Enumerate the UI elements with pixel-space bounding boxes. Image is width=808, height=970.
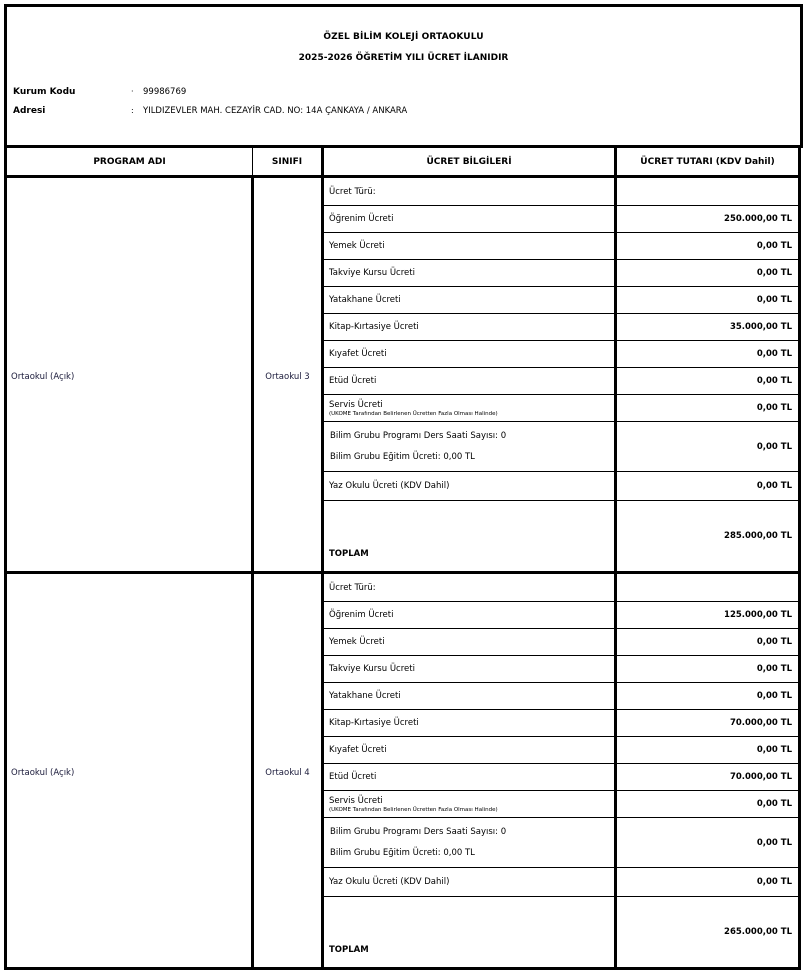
total-label: TOPLAM — [323, 501, 616, 573]
separator: · — [131, 87, 134, 96]
fee-amount: 0,00 TL — [616, 472, 800, 501]
fee-label: Kıyafet Ücreti — [323, 341, 616, 368]
address-value: YILDIZEVLER MAH. CEZAYİR CAD. NO: 14A ÇANKAYA / ANKARA — [143, 106, 408, 116]
servis-note: (UKOME Tarafından Belirlenen Ücretten Fazla Olması Halinde) — [329, 410, 498, 417]
fee-label: Kitap-Kırtasiye Ücreti — [323, 314, 616, 341]
fee-amount: 0,00 TL — [616, 737, 800, 764]
fee-label — [323, 422, 616, 472]
fee-label — [323, 791, 616, 818]
fee-label: Takviye Kursu Ücreti — [323, 656, 616, 683]
total-amount: 285.000,00 TL — [616, 501, 800, 573]
bilim-hours: Bilim Grubu Programı Ders Saati Sayısı: 0 — [330, 826, 507, 837]
total-amount: 265.000,00 TL — [616, 897, 800, 969]
institution-code-value: 99986769 — [143, 87, 187, 97]
fee-type-label: Ücret Türü: — [323, 573, 616, 602]
institution-code-row — [13, 87, 186, 97]
document-header — [4, 4, 803, 148]
class-name: Ortaokul 3 — [253, 177, 323, 573]
fee-row-type — [6, 573, 800, 602]
fee-amount: 0,00 TL — [616, 395, 800, 422]
fee-amount: 0,00 TL — [616, 818, 800, 868]
total-label: TOPLAM — [323, 897, 616, 969]
class-name: Ortaokul 4 — [253, 573, 323, 969]
table-header-row — [6, 147, 800, 177]
fee-label: Kıyafet Ücreti — [323, 737, 616, 764]
fee-amount: 125.000,00 TL — [616, 602, 800, 629]
fee-amount: 0,00 TL — [616, 791, 800, 818]
column-header-class: SINIFI — [253, 147, 323, 177]
fee-amount: 0,00 TL — [616, 683, 800, 710]
address-label: Adresi — [13, 106, 46, 116]
fee-amount: 0,00 TL — [616, 629, 800, 656]
fee-label: Öğrenim Ücreti — [323, 206, 616, 233]
fee-amount: 70.000,00 TL — [616, 764, 800, 791]
fee-label — [323, 395, 616, 422]
program-name: Ortaokul (Açık) — [6, 177, 253, 573]
address-row — [13, 106, 407, 116]
fee-label: Öğrenim Ücreti — [323, 602, 616, 629]
institution-code-label: Kurum Kodu — [13, 87, 76, 97]
fee-amount: 0,00 TL — [616, 233, 800, 260]
program-name: Ortaokul (Açık) — [6, 573, 253, 969]
fee-label: Yaz Okulu Ücreti (KDV Dahil) — [323, 472, 616, 501]
fee-label: Kitap-Kırtasiye Ücreti — [323, 710, 616, 737]
fee-table — [4, 145, 801, 970]
notice-title: 2025-2026 ÖĞRETİM YILI ÜCRET İLANIDIR — [298, 53, 509, 63]
fee-label: Yatakhane Ücreti — [323, 683, 616, 710]
servis-label: Servis Ücreti — [329, 795, 383, 806]
fee-amount: 0,00 TL — [616, 422, 800, 472]
bilim-fee: Bilim Grubu Eğitim Ücreti: 0,00 TL — [330, 451, 475, 462]
fee-type-amount — [616, 177, 800, 206]
fee-label: Yemek Ücreti — [323, 233, 616, 260]
fee-row-type — [6, 177, 800, 206]
school-name: ÖZEL BİLİM KOLEJİ ORTAOKULU — [323, 32, 484, 42]
fee-amount: 0,00 TL — [616, 656, 800, 683]
bilim-fee: Bilim Grubu Eğitim Ücreti: 0,00 TL — [330, 847, 475, 858]
fee-amount: 0,00 TL — [616, 260, 800, 287]
fee-label: Etüd Ücreti — [323, 368, 616, 395]
fee-label: Yaz Okulu Ücreti (KDV Dahil) — [323, 868, 616, 897]
column-header-fee-info: ÜCRET BİLGİLERİ — [323, 147, 616, 177]
fee-amount: 0,00 TL — [616, 287, 800, 314]
bilim-hours: Bilim Grubu Programı Ders Saati Sayısı: 0 — [330, 430, 507, 441]
column-header-fee-amount: ÜCRET TUTARI (KDV Dahil) — [616, 147, 800, 177]
fee-type-amount — [616, 573, 800, 602]
fee-amount: 0,00 TL — [616, 368, 800, 395]
fee-amount: 35.000,00 TL — [616, 314, 800, 341]
separator: : — [131, 106, 134, 115]
fee-label: Etüd Ücreti — [323, 764, 616, 791]
fee-type-label: Ücret Türü: — [323, 177, 616, 206]
fee-amount: 250.000,00 TL — [616, 206, 800, 233]
servis-label: Servis Ücreti — [329, 399, 383, 410]
column-header-program: PROGRAM ADI — [6, 147, 253, 177]
fee-label: Takviye Kursu Ücreti — [323, 260, 616, 287]
fee-label: Yemek Ücreti — [323, 629, 616, 656]
fee-amount: 70.000,00 TL — [616, 710, 800, 737]
fee-label: Yatakhane Ücreti — [323, 287, 616, 314]
fee-label — [323, 818, 616, 868]
servis-note: (UKOME Tarafından Belirlenen Ücretten Fazla Olması Halinde) — [329, 806, 498, 813]
fee-amount: 0,00 TL — [616, 341, 800, 368]
fee-amount: 0,00 TL — [616, 868, 800, 897]
